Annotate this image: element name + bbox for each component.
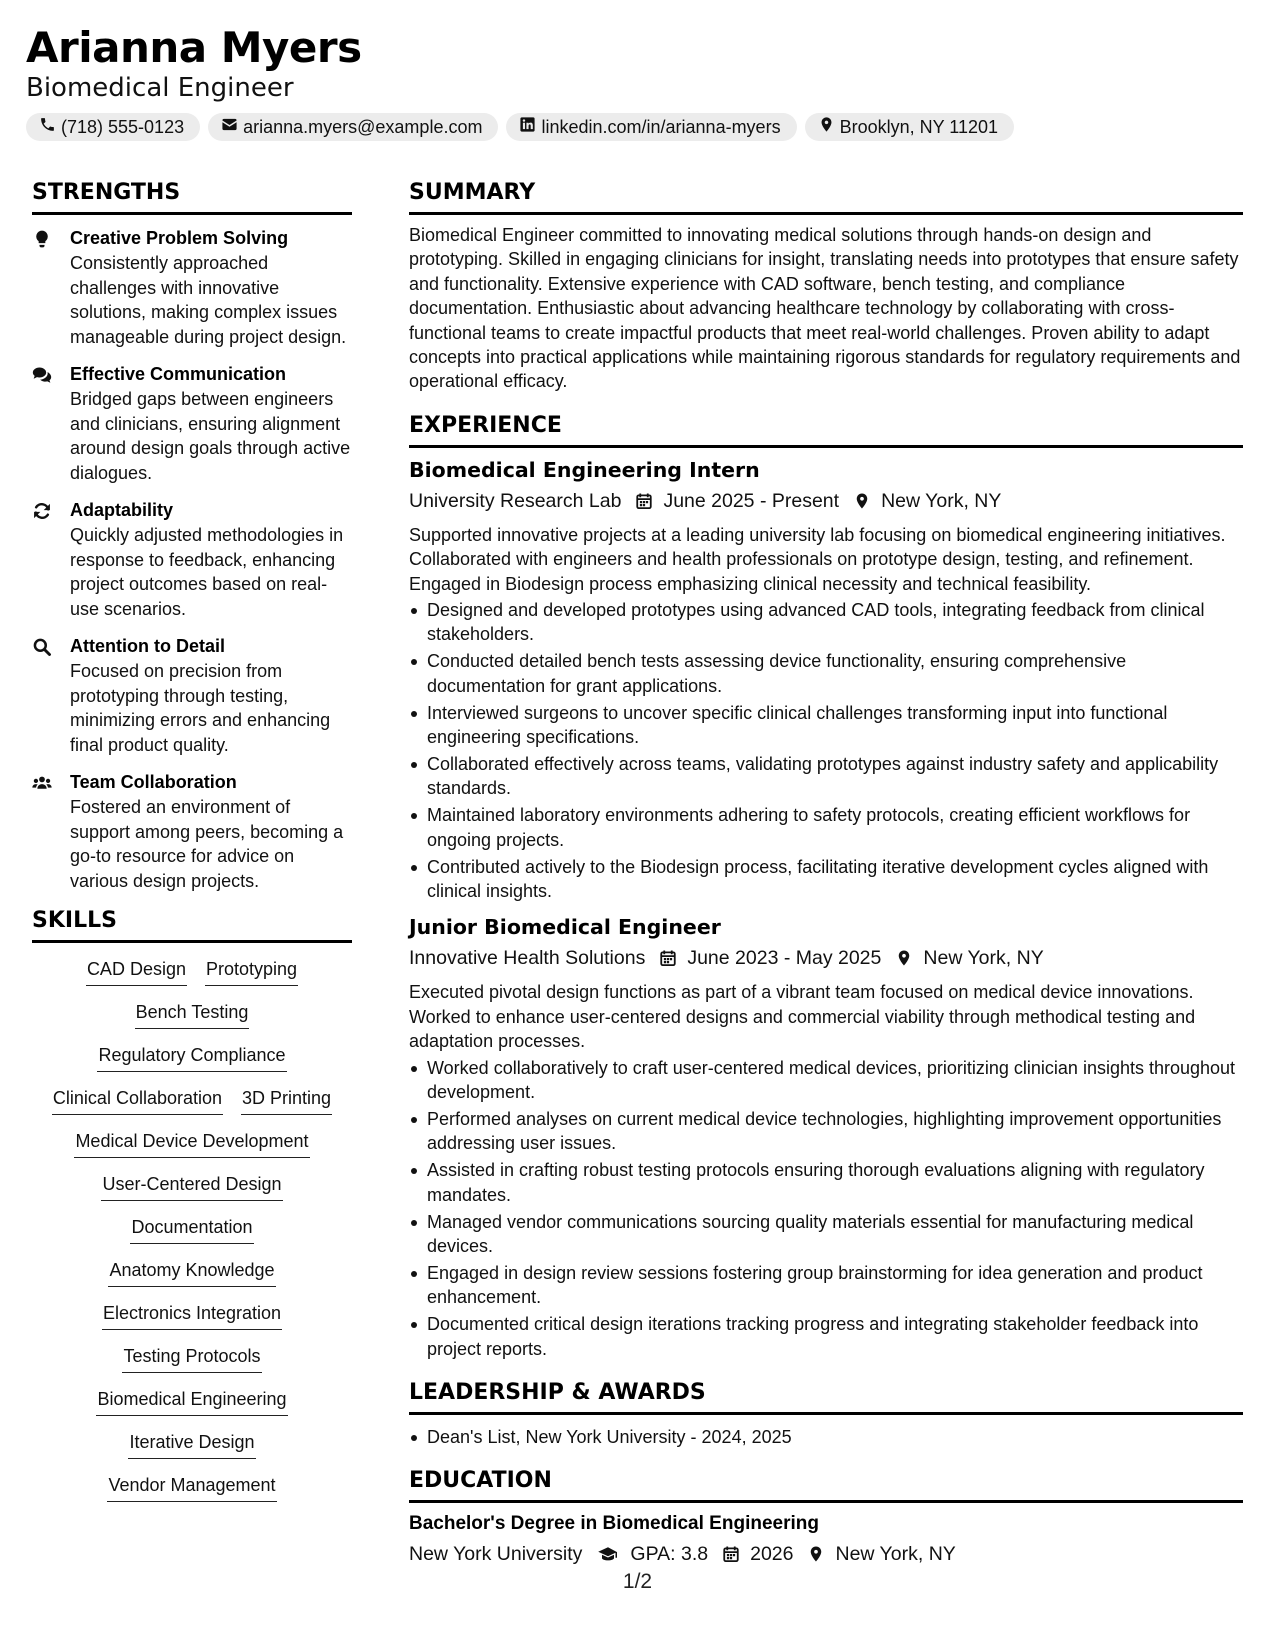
calendar-icon [635,492,653,510]
education-school: New York University [409,1543,583,1566]
skill-tag: Vendor Management [107,1473,276,1502]
strength-description: Fostered an environment of support among peers, becoming a go-to resource for advice on various design projects. [70,797,344,891]
candidate-name: Arianna Myers [26,23,362,72]
job-dates: June 2025 - Present [663,489,840,512]
phone-text: (718) 555-0123 [61,116,185,137]
job-description: Executed pivotal design functions as part of a vibrant team focused on medical device innovations. Worked to enhance user-centered designs and commercial viability through methodical testing and adaptation processes. [409,982,1196,1052]
phone-icon [39,116,56,138]
envelope-icon [221,116,238,138]
job-location: New York, NY [881,489,1002,512]
candidate-title: Biomedical Engineer [26,73,294,103]
bullet-item: Engaged in design review sessions fostering group brainstorming for idea generation and product enhancement. [409,1261,1243,1310]
summary-heading: SUMMARY [409,178,1243,215]
skill-tag: Anatomy Knowledge [108,1258,275,1287]
users-icon [32,770,70,893]
bullet-item: Assisted in crafting robust testing protocols ensuring thorough evaluations aligning with regulatory mandates. [409,1158,1243,1207]
calendar-icon [722,1545,740,1563]
skill-tag: Bench Testing [135,1000,250,1029]
skill-tag: Electronics Integration [102,1301,282,1330]
map-pin-icon [895,949,913,967]
strength-item [32,226,352,349]
skills-list [32,957,352,1502]
skill-tag: Regulatory Compliance [97,1043,286,1072]
location-chip[interactable] [805,113,1014,141]
strength-description: Quickly adjusted methodologies in response to feedback, enhancing project outcomes based on real-use scenarios. [70,525,344,619]
job-role: Junior Biomedical Engineer [409,915,721,940]
experience-entry [409,912,1243,1361]
job-meta [409,943,1243,973]
graduation-cap-icon [596,1545,620,1563]
bullet-item: Designed and developed prototypes using advanced CAD tools, integrating feedback from clinical stakeholders. [409,598,1243,647]
education-gpa: GPA: 3.8 [630,1543,709,1566]
bullet-item: Contributed actively to the Biodesign process, facilitating iterative development cycles aligned with clinical insights. [409,855,1243,904]
bullet-item: Dean's List, New York University - 2024, 2025 [409,1425,1243,1449]
job-meta [409,486,1243,516]
bullet-item: Worked collaboratively to craft user-centered medical devices, prioritizing clinician insights throughout development. [409,1056,1243,1105]
page-number: 1/2 [622,1570,653,1593]
email-chip[interactable] [208,113,498,141]
linkedin-text: linkedin.com/in/arianna-myers [541,116,781,137]
education-location: New York, NY [835,1543,956,1566]
strength-title: Creative Problem Solving [70,228,289,248]
strength-item [32,770,352,893]
strength-title: Effective Communication [70,364,287,384]
left-column [32,178,352,1502]
leadership-list [409,1425,1243,1449]
bullet-item: Interviewed surgeons to uncover specific clinical challenges transforming input into functional engineering specifications. [409,701,1243,750]
skill-tag: CAD Design [86,957,187,986]
refresh-icon [32,498,70,621]
experience-entry [409,455,1243,904]
summary-text: Biomedical Engineer committed to innovating medical solutions through hands-on design and prototyping. Skilled in engaging clinicians for insight, translating needs into prototypes that ensure safety and functionality. Extensive experience with CAD software, bench testing, and compliance documentation. Enthusiastic about advancing healthcare technology by collaborating with cross-functional teams to create impactful products that meet real-world challenges. Proven ability to adapt concepts into practical applications while maintaining rigorous standards for regulatory requirements and operational efficacy. [409,225,1241,392]
bullet-item: Managed vendor communications sourcing quality materials essential for manufacturing medical devices. [409,1210,1243,1259]
skill-tag: Clinical Collaboration [52,1086,223,1115]
job-company: University Research Lab [409,489,622,512]
skill-tag: User-Centered Design [101,1172,282,1201]
bullet-item: Conducted detailed bench tests assessing device functionality, ensuring comprehensive documentation for grant applications. [409,649,1243,698]
strength-title: Attention to Detail [70,636,225,656]
contact-bar [26,113,1246,141]
education-meta [409,1539,1243,1569]
strength-title: Adaptability [70,500,174,520]
linkedin-chip[interactable] [506,113,796,141]
strength-item [32,634,352,757]
resume-header [26,22,1246,141]
education-heading: EDUCATION [409,1466,1243,1503]
strength-description: Consistently approached challenges with innovative solutions, making complex issues manageable during project design. [70,253,347,347]
strength-description: Bridged gaps between engineers and clinicians, ensuring alignment around design goals through active dialogues. [70,389,351,483]
job-dates: June 2023 - May 2025 [687,947,882,970]
bullet-item: Documented critical design iterations tracking progress and integrating stakeholder feedback into project reports. [409,1312,1243,1361]
strengths-heading: STRENGTHS [32,178,352,215]
lightbulb-icon [32,226,70,349]
skill-tag: Testing Protocols [122,1344,261,1373]
calendar-icon [659,949,677,967]
leadership-heading: LEADERSHIP & AWARDS [409,1378,1243,1415]
experience-heading: EXPERIENCE [409,411,1243,448]
strength-description: Focused on precision from prototyping through testing, minimizing errors and enhancing final product quality. [70,661,331,755]
strength-title: Team Collaboration [70,772,237,792]
education-degree: Bachelor's Degree in Biomedical Engineering [409,1513,819,1535]
job-description: Supported innovative projects at a leading university lab focusing on biomedical engineering initiatives. Collaborated with engineers and health professionals on prototype design, testing, and refinement. Engaged in Biodesign process emphasizing clinical necessity and technical feasibility. [409,524,1226,594]
skill-tag: Prototyping [205,957,298,986]
skill-tag: Iterative Design [128,1430,255,1459]
strength-item [32,362,352,485]
job-bullets [409,598,1243,903]
bullet-item: Maintained laboratory environments adhering to safety protocols, creating efficient workflows for ongoing projects. [409,803,1243,852]
education-year: 2026 [750,1543,794,1566]
skill-tag: Biomedical Engineering [96,1387,287,1416]
job-location: New York, NY [923,947,1044,970]
bullet-item: Collaborated effectively across teams, validating prototypes against industry safety and applicability standards. [409,752,1243,801]
strength-item [32,498,352,621]
strengths-list [32,226,352,893]
skill-tag: 3D Printing [241,1086,332,1115]
map-pin-icon [818,116,835,138]
map-pin-icon [807,1545,825,1563]
linkedin-icon [519,116,536,138]
job-company: Innovative Health Solutions [409,947,646,970]
right-column [409,178,1243,1569]
location-text: Brooklyn, NY 11201 [839,116,999,137]
job-bullets [409,1056,1243,1361]
map-pin-icon [853,492,871,510]
job-role: Biomedical Engineering Intern [409,457,760,482]
skill-tag: Documentation [130,1215,253,1244]
skill-tag: Medical Device Development [74,1129,309,1158]
skills-heading: SKILLS [32,906,352,943]
email-text: arianna.myers@example.com [243,116,483,137]
comments-icon [32,362,70,485]
bullet-item: Performed analyses on current medical device technologies, highlighting improvement opportunities addressing user issues. [409,1107,1243,1156]
search-icon [32,634,70,757]
phone-chip[interactable] [26,113,200,141]
